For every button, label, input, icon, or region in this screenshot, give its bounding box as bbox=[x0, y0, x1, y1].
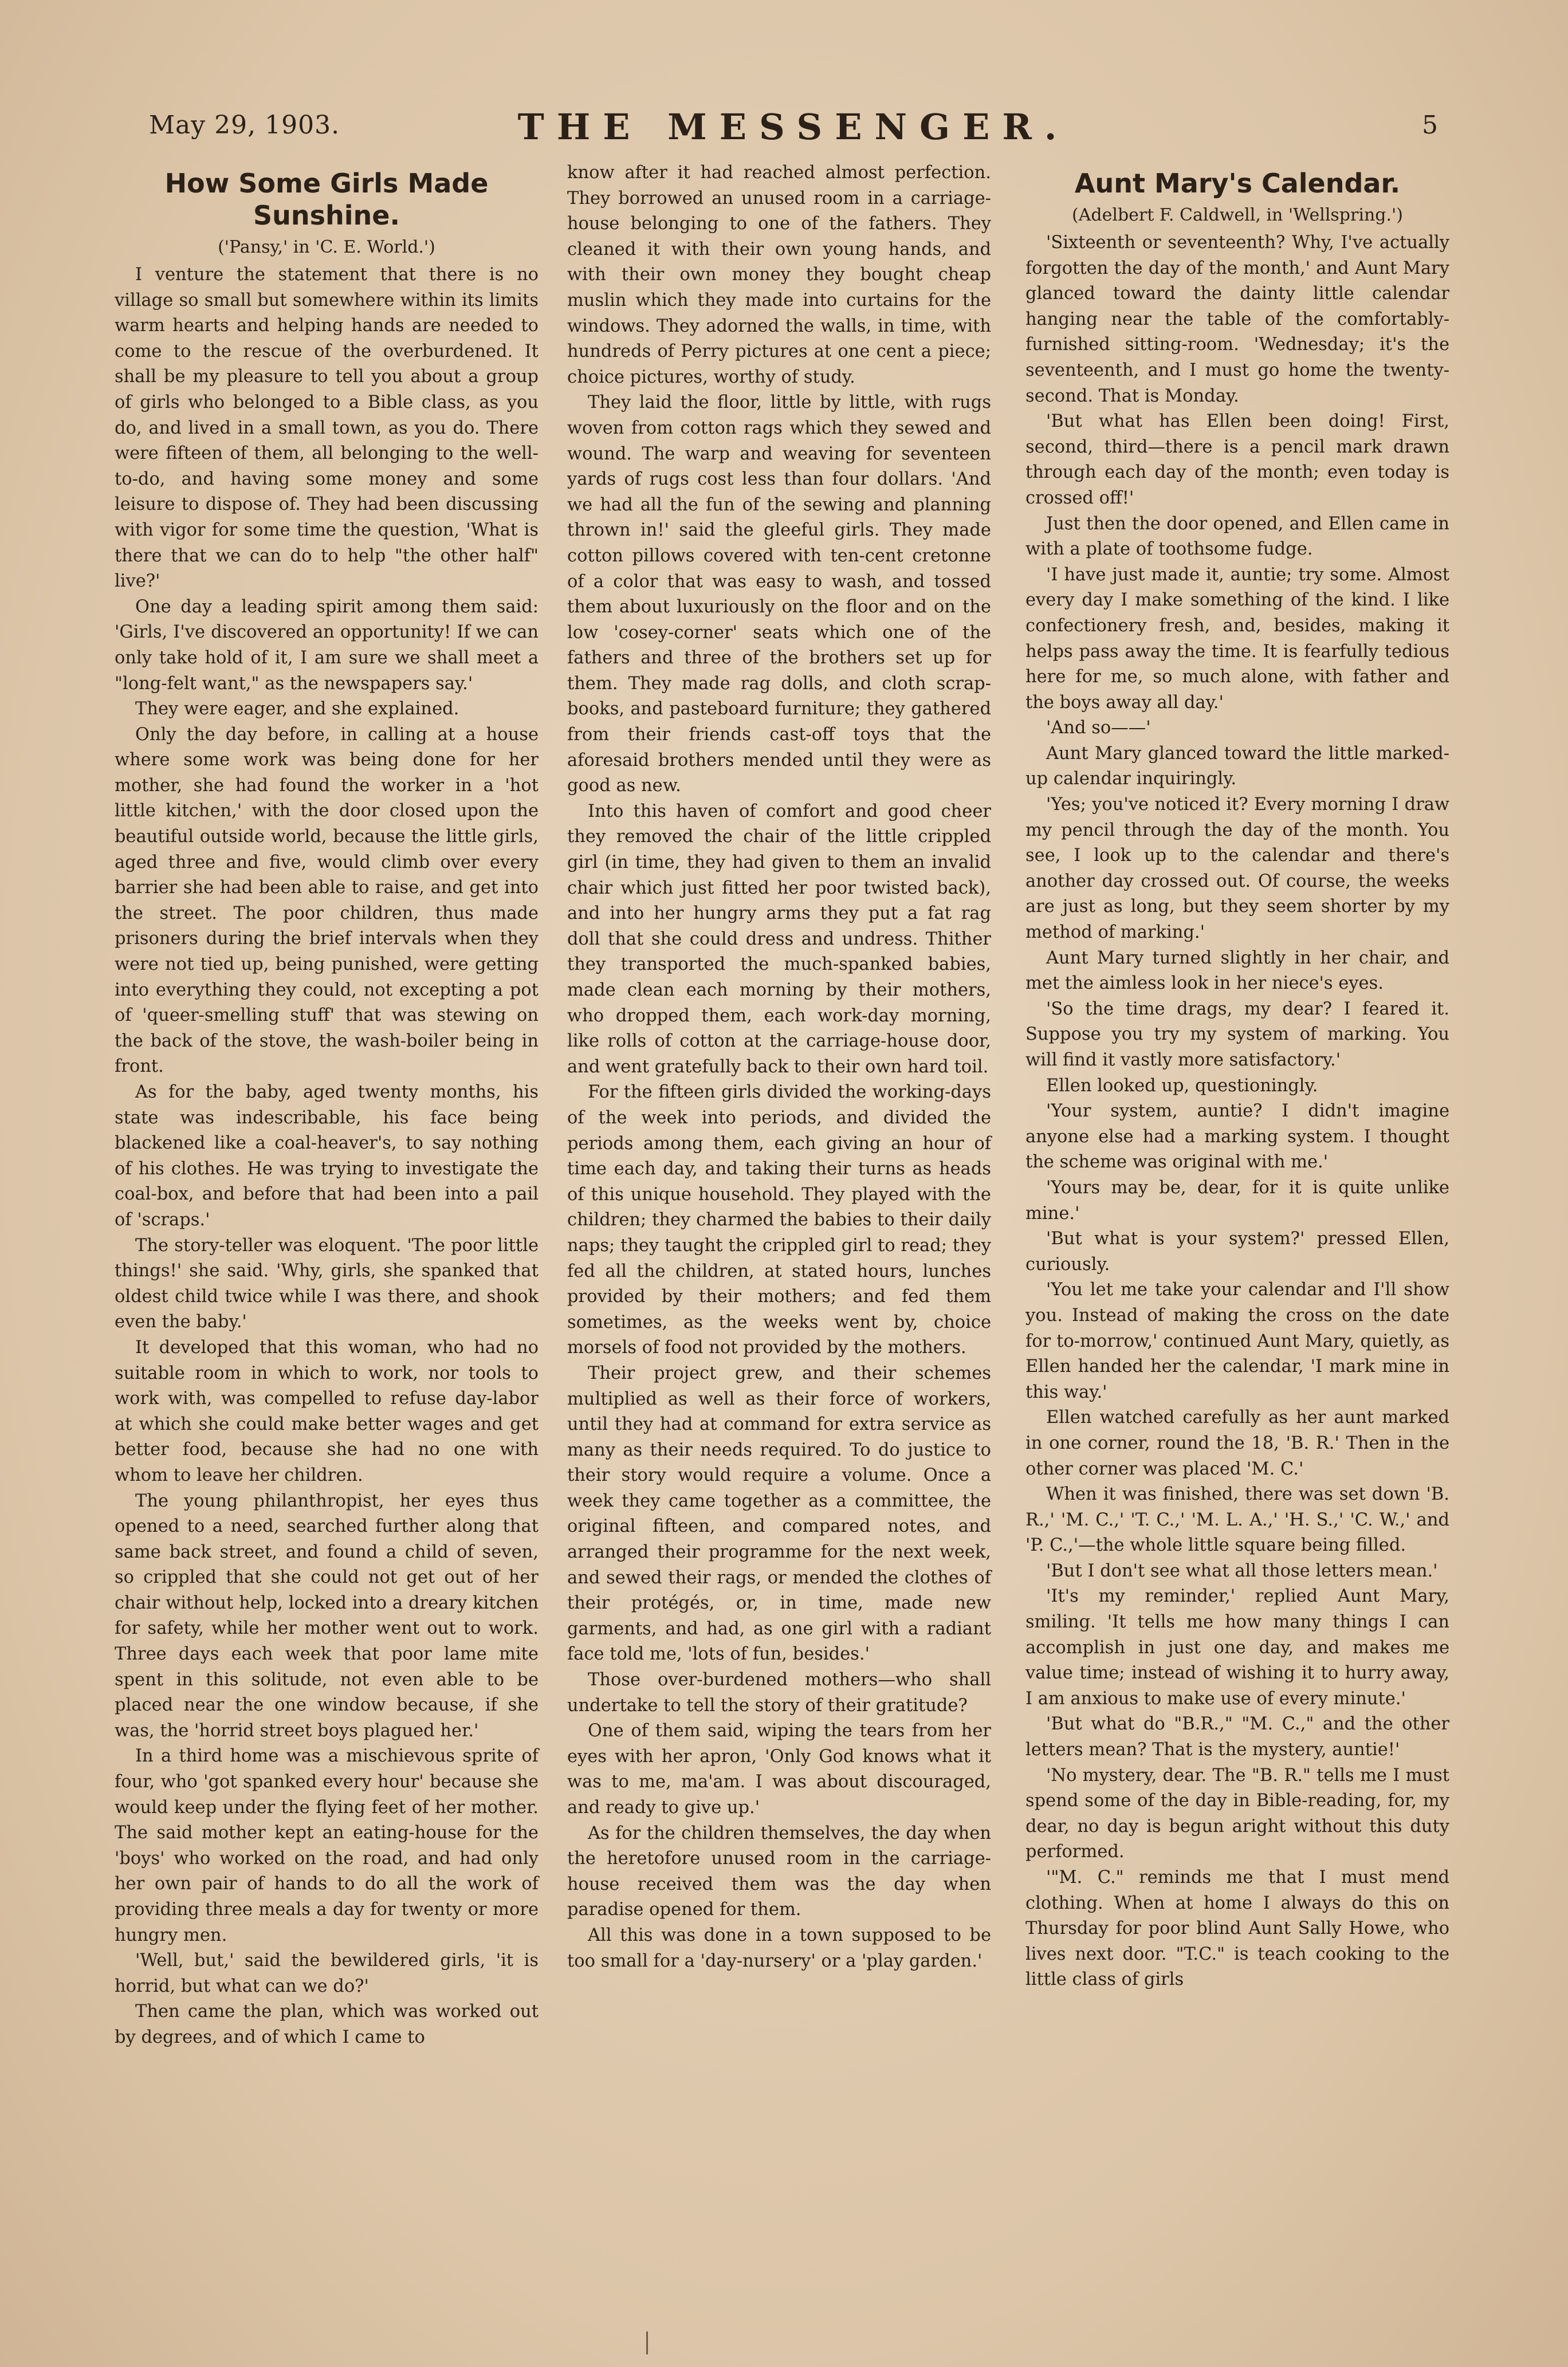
paragraph: As for the children themselves, the day when the heretofore unused room in the carriage-house received them was the day when paradise opened for them. bbox=[567, 1823, 991, 1920]
issue-date: May 29, 1903. bbox=[149, 111, 340, 140]
paragraph: Aunt Mary glanced toward the little marked-up calendar inquiringly. bbox=[1025, 743, 1449, 789]
paragraph: One of them said, wiping the tears from her eyes with her apron, 'Only God knows what it was to me, ma'am. I was about discouraged, and ready to give up.' bbox=[567, 1721, 991, 1818]
column-3 bbox=[1025, 160, 1449, 1993]
paragraph: 'No mystery, dear. The "B. R." tells me I must spend some of the day in Bible-reading, for, my dear, no day is begun aright without this duty performed. bbox=[1025, 1765, 1449, 1862]
page-number: 5 bbox=[1422, 111, 1438, 140]
paragraph: When it was finished, there was set down 'B. R.,' 'M. C.,' 'T. C.,' 'M. L. A.,' 'H. S.,' 'C. W.,' and 'P. C.,'—the whole little square being filled. bbox=[1025, 1484, 1449, 1556]
paragraph: For the fifteen girls divided the working-days of the week into periods, and divided the periods among them, each giving an hour of time each day, and taking their turns as heads of this unique household. They played with the children; they charmed the babies to their daily naps; they taught the crippled girl to read; they fed all the children, at stated hours, lunches provided by their mothers; and fed them sometimes, as the weeks went by, choice morsels of food not provided by the mothers. bbox=[567, 1082, 991, 1358]
paragraph: Then came the plan, which was worked out by degrees, and of which I came to bbox=[115, 2002, 539, 2047]
paragraph: know after it had reached almost perfection. They borrowed an unused room in a carriage-house belonging to one of the fathers. They cleaned it with their own young hands, and with their own money they bought cheap muslin which they made into curtains for the windows. They adorned the walls, in time, with hundreds of Perry pictures at one cent a piece; choice pictures, worthy of study. bbox=[567, 163, 991, 387]
paragraph: Aunt Mary turned slightly in her chair, and met the aimless look in her niece's eyes. bbox=[1025, 947, 1449, 994]
paragraph: They were eager, and she explained. bbox=[135, 699, 459, 719]
fold-mark bbox=[646, 2331, 648, 2354]
paragraph: All this was done in a town supposed to be too small for a 'day-nursery' or a 'play garden.' bbox=[567, 1925, 991, 1971]
paragraph: Only the day before, in calling at a house where some work was being done for her mother, she had found the worker in a 'hot little kitchen,' with the door closed upon the beautiful outside world, because the little girls, aged three and five, would climb over every barrier she had been able to raise, and get into the street. The poor children, thus made prisoners during the brief intervals when they were not tied up, being punished, were getting into everything they could, not excepting a pot of 'queer-smelling stuff' that was stewing on the back of the stove, the wash-boiler being in front. bbox=[115, 724, 539, 1077]
article-credit: (Adelbert F. Caldwell, in 'Wellspring.') bbox=[1072, 205, 1403, 225]
paragraph: '"M. C." reminds me that I must mend clothing. When at home I always do this on Thursday for poor blind Aunt Sally Howe, who lives next door. "T.C." is teach cooking to the little class of girls bbox=[1025, 1867, 1449, 1990]
paragraph: 'Sixteenth or seventeenth? Why, I've actually forgotten the day of the month,' and Aunt Mary glanced toward the dainty little calendar hanging near the table of the comfortably-furnished sitting-room. 'Wednesday; it's the seventeenth, and I must go home the twenty-second. That is Monday. bbox=[1025, 233, 1449, 406]
paragraph: 'But I don't see what all those letters mean.' bbox=[1046, 1560, 1438, 1581]
paragraph: 'Yes; you've noticed it? Every morning I draw my pencil through the day of the month. You see, I look up to the calendar and there's another day crossed out. Of course, the weeks are just as long, but they seem shorter by my method of marking.' bbox=[1025, 795, 1449, 943]
article-body-continued bbox=[567, 160, 991, 1974]
paragraph: 'It's my reminder,' replied Aunt Mary, smiling. 'It tells me how many things I can accomplish in just one day, and makes me value time; instead of wishing it to hurry away, I am anxious to make use of every minute.' bbox=[1025, 1586, 1449, 1709]
paragraph: 'I have just made it, auntie; try some. Almost every day I make something of the kind. I like confectionery fresh, and, besides, making it helps pass away the time. It is fearfully tedious here for me, so much alone, with father and the boys away all day.' bbox=[1025, 564, 1449, 713]
paragraph: 'But what do "B.R.," "M. C.," and the other letters mean? That is the mystery, auntie!' bbox=[1025, 1714, 1449, 1760]
masthead bbox=[149, 106, 1438, 152]
newspaper-title: THE MESSENGER. bbox=[517, 106, 1070, 148]
paragraph: One day a leading spirit among them said: 'Girls, I've discovered an opportunity! If we can only take hold of it, I am sure we shall meet a "long-felt want," as the newspapers say.' bbox=[115, 596, 539, 694]
paragraph: 'But what is your system?' pressed Ellen, curiously. bbox=[1025, 1229, 1449, 1275]
article-credit: ('Pansy,' in 'C. E. World.') bbox=[218, 237, 435, 257]
paragraph: 'And so——' bbox=[1046, 718, 1151, 738]
column-1 bbox=[115, 160, 539, 2051]
paragraph: Ellen looked up, questioningly. bbox=[1046, 1075, 1318, 1096]
paragraph: Ellen watched carefully as her aunt marked in one corner, round the 18, 'B. R.' Then in the other corner was placed 'M. C.' bbox=[1025, 1407, 1449, 1479]
paragraph: The story-teller was eloquent. 'The poor little things!' she said. 'Why, girls, she spanked that oldest child twice while I was there, and shook even the baby.' bbox=[115, 1235, 539, 1332]
article-title: How Some Girls Made Sunshine. bbox=[164, 168, 489, 231]
paragraph: Into this haven of comfort and good cheer they removed the chair of the little crippled girl (in time, they had given to them an invalid chair which just fitted her poor twisted back), and into her hungry arms they put a fat rag doll that she could dress and undress. Thither they transported the much-spanked babies, made clean each morning by their mothers, who dropped them, each work-day morning, like rolls of cotton at the carriage-house door, and went gratefully back to their own hard toil. bbox=[567, 801, 991, 1077]
article-body bbox=[115, 262, 539, 2051]
article-title: Aunt Mary's Calendar. bbox=[1074, 168, 1401, 199]
paragraph: Just then the door opened, and Ellen came in with a plate of toothsome fudge. bbox=[1025, 513, 1449, 560]
paragraph: 'Your system, auntie? I didn't imagine anyone else had a marking system. I thought the scheme was original with me.' bbox=[1025, 1101, 1449, 1173]
paragraph: As for the baby, aged twenty months, his state was indescribable, his face being blackened like a coal-heaver's, to say nothing of his clothes. He was trying to investigate the coal-box, and before that had been into a pail of 'scraps.' bbox=[115, 1082, 539, 1230]
paragraph: It developed that this woman, who had no suitable room in which to work, nor tools to work with, was compelled to refuse day-labor at which she could make better wages and get better food, because she had no one with whom to leave her children. bbox=[115, 1337, 539, 1485]
paragraph: 'So the time drags, my dear? I feared it. Suppose you try my system of marking. You will find it vastly more satisfactory.' bbox=[1025, 998, 1449, 1070]
paragraph: Those over-burdened mothers—who shall undertake to tell the story of their gratitude? bbox=[567, 1670, 991, 1716]
paragraph: I venture the statement that there is no village so small but somewhere within its limits warm hearts and helping hands are needed to come to the rescue of the overburdened. It shall be my pleasure to tell you about a group of girls who belonged to a Bible class, as you do, and lived in a small town, as you do. There were fifteen of them, all belonging to the well-to-do, and having some money and some leisure to dispose of. They had been discussing with vigor for some time the question, 'What is there that we can do to help "the other half" live?' bbox=[115, 265, 539, 592]
paragraph: In a third home was a mischievous sprite of four, who 'got spanked every hour' because she would keep under the flying feet of her mother. The said mother kept an eating-house for the 'boys' who worked on the road, and had only her own pair of hands to do all the work of providing three meals a day for twenty or more hungry men. bbox=[115, 1746, 539, 1945]
paragraph: The young philanthropist, her eyes thus opened to a need, searched further along that same back street, and found a child of seven, so crippled that she could not get out of her chair without help, locked into a dreary kitchen for safety, while her mother went out to work. Three days each week that poor lame mite spent in this solitude, not even able to be placed near the one window because, if she was, the 'horrid street boys plagued her.' bbox=[115, 1491, 539, 1741]
article-body bbox=[1025, 230, 1449, 1993]
paragraph: Their project grew, and their schemes multiplied as well as their force of workers, until they had at command for extra service as many as their needs required. To do justice to their story would require a volume. Once a week they came together as a committee, the original fifteen, and compared notes, and arranged their programme for the next week, and sewed their rags, or mended the clothes of their protégés, or, in time, made new garments, and had, as one girl with a radiant face told me, 'lots of fun, besides.' bbox=[567, 1363, 991, 1665]
paragraph: 'You let me take your calendar and I'll show you. Instead of making the cross on the date for to-morrow,' continued Aunt Mary, quietly, as Ellen handed her the calendar, 'I mark mine in this way.' bbox=[1025, 1280, 1449, 1402]
paragraph: 'But what has Ellen been doing! First, second, third—there is a pencil mark drawn through each day of the month; even today is crossed off!' bbox=[1025, 411, 1449, 508]
paragraph: 'Yours may be, dear, for it is quite unlike mine.' bbox=[1025, 1177, 1449, 1224]
column-2 bbox=[567, 160, 991, 1974]
paragraph: They laid the floor, little by little, with rugs woven from cotton rags which they sewed and wound. The warp and weaving for seventeen yards of rugs cost less than four dollars. 'And we had all the fun of the sewing and planning thrown in!' said the gleeful girls. They made cotton pillows covered with ten-cent cretonne of a color that was easy to wash, and tossed them about luxuriously on the floor and on the low 'cosey-corner' seats which one of the fathers and three of the brothers set up for them. They made rag dolls, and cloth scrap-books, and pasteboard furniture; they gathered from their friends cast-off toys that the aforesaid brothers mended until they were as good as new. bbox=[567, 392, 991, 796]
paragraph: 'Well, but,' said the bewildered girls, 'it is horrid, but what can we do?' bbox=[115, 1951, 539, 1996]
